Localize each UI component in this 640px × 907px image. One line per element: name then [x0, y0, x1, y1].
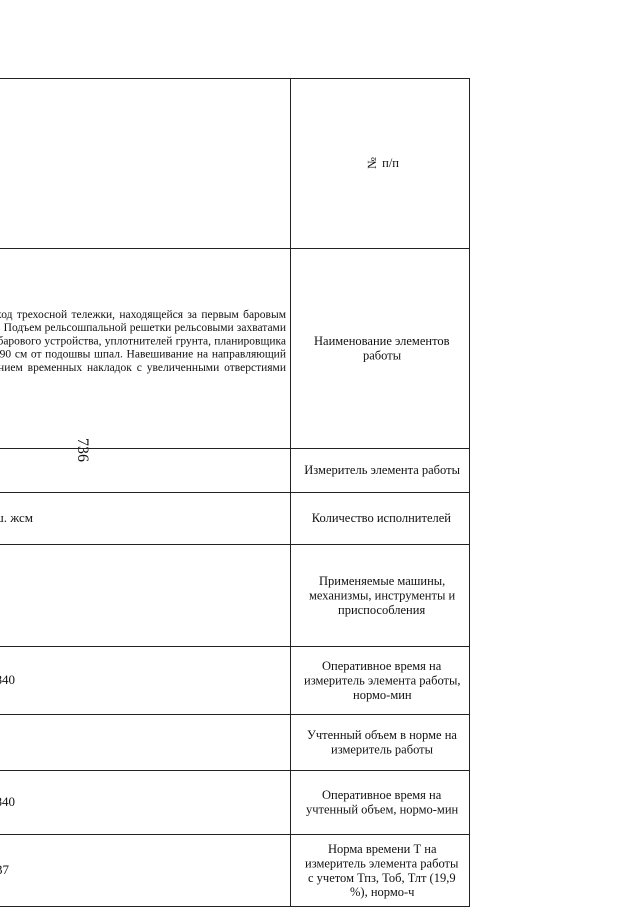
header-meter: Измеритель элемента работы — [291, 449, 470, 493]
cell-num — [0, 79, 291, 249]
header-machines: Применяемые машины, механизмы, инструменты и приспособления — [291, 545, 470, 647]
cell-accounted-volume — [0, 715, 291, 771]
norms-table — [0, 78, 470, 907]
cell-norm-time-a: 7 — [0, 835, 291, 907]
header-name: Наименование элементов работы — [291, 249, 470, 449]
header-performers: Количество исполнителей — [291, 493, 470, 545]
table-row — [0, 79, 291, 907]
cell-op-time-a: 40 — [0, 647, 291, 715]
header-norm-time: Норма времени Т на измеритель элемента работы с учетом Тпз, Тоб, Тлт (19,9 %), нормо-ч — [291, 835, 470, 907]
header-num: № п/п — [291, 79, 470, 249]
page-number: 736 — [62, 430, 102, 470]
cell-description: од трехосной тележки, находящейся за первым баровым Подъем рельсошпальной решетки рельсовыми захватами барового устройства, уплотнителей грунта, планировщика 90 см от подошвы шпал. Навешивание на направляющий ием временных накладок с увеличенными отверстиями — [0, 249, 291, 449]
cell-performers-a: . жсм — [0, 493, 291, 545]
header-op-time-accounted: Оперативное время на учтенный объем, нормо-мин — [291, 771, 470, 835]
cell-op-time-accounted-a: 40 — [0, 771, 291, 835]
cell-machines — [0, 545, 291, 647]
header-accounted-volume: Учтенный объем в норме на измеритель работы — [291, 715, 470, 771]
rotated-table-wrapper — [78, 78, 470, 906]
header-op-time: Оперативное время на измеритель элемента работы, нормо-мин — [291, 647, 470, 715]
header-row — [291, 79, 470, 907]
cell-meter — [0, 449, 291, 493]
